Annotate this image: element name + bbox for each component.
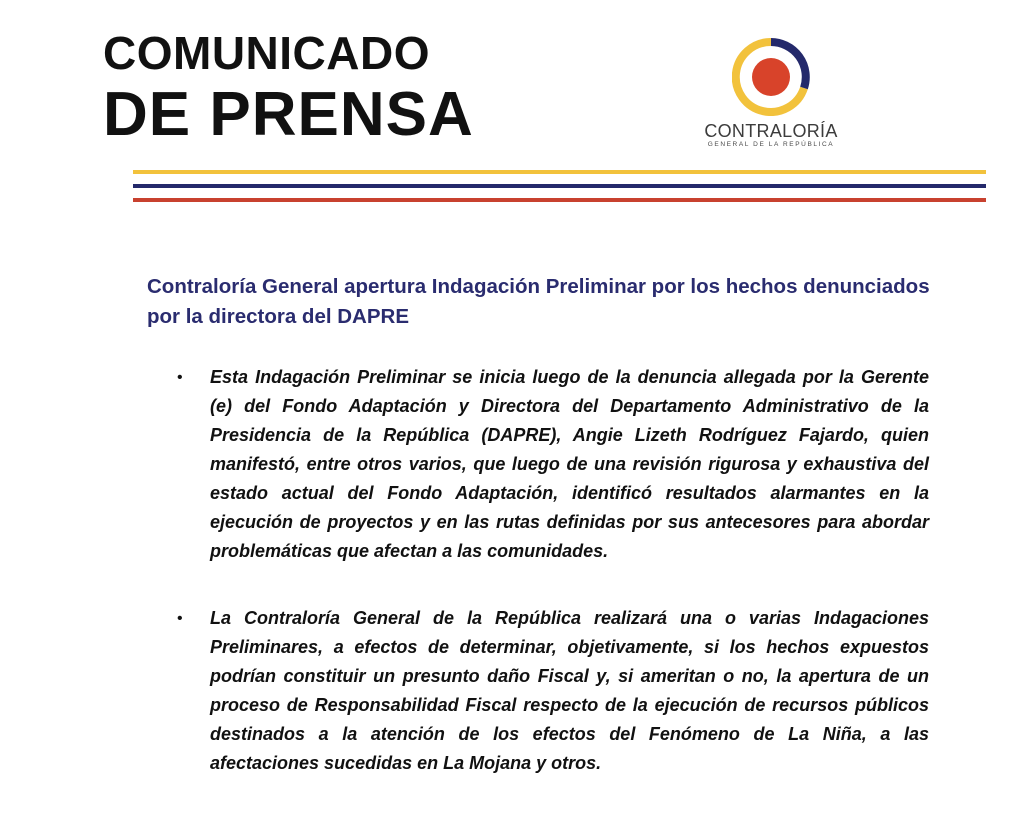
flag-stripes-divider	[133, 170, 986, 212]
bullet-text: La Contraloría General de la República realizará una o varias Indagaciones Preliminares, a efectos de determinar, objetivamente, si los hechos expuestos podrían constituir un presunto daño Fiscal y, si ameritan o no, la apertura de un proceso de Responsabilidad Fiscal respecto de la ejecución de recursos públicos destinados a la atención de los efectos del Fenómeno de La Niña, a las afectaciones sucedidas en La Mojana y otros.	[210, 608, 929, 773]
bullet-list	[177, 363, 929, 816]
stripe-blue	[133, 184, 986, 188]
page-title	[103, 27, 474, 149]
bullet-icon: •	[177, 369, 183, 386]
contraloria-emblem-icon	[732, 38, 810, 116]
bullet-icon: •	[177, 610, 183, 627]
bullet-text: Esta Indagación Preliminar se inicia luego de la denuncia allegada por la Gerente (e) del Fondo Adaptación y Directora del Departamento Administrativo de la Presidencia de la República (DAPRE), Angie Lizeth Rodríguez Fajardo, quien manifestó, entre otros varios, que luego de una revisión rigurosa y exhaustiva del estado actual del Fondo Adaptación, identificó resultados alarmantes en la ejecución de proyectos y en las rutas definidas por sus antecesores para abordar problemáticas que afectan a las comunidades.	[210, 367, 929, 561]
list-item	[177, 604, 929, 778]
headline: Contraloría General apertura Indagación Preliminar por los hechos denunciados por la directora del DAPRE	[147, 275, 930, 328]
stripe-yellow	[133, 170, 986, 174]
title-line-comunicado: COMUNICADO	[103, 27, 430, 79]
stripe-red	[133, 198, 986, 202]
logo-brand-name: CONTRALORÍA	[704, 121, 838, 141]
logo-brand-subtitle: GENERAL DE LA REPÚBLICA	[707, 141, 835, 148]
contraloria-logo	[696, 38, 846, 150]
title-line-de-prensa: DE PRENSA	[103, 80, 474, 149]
list-item	[177, 363, 929, 566]
